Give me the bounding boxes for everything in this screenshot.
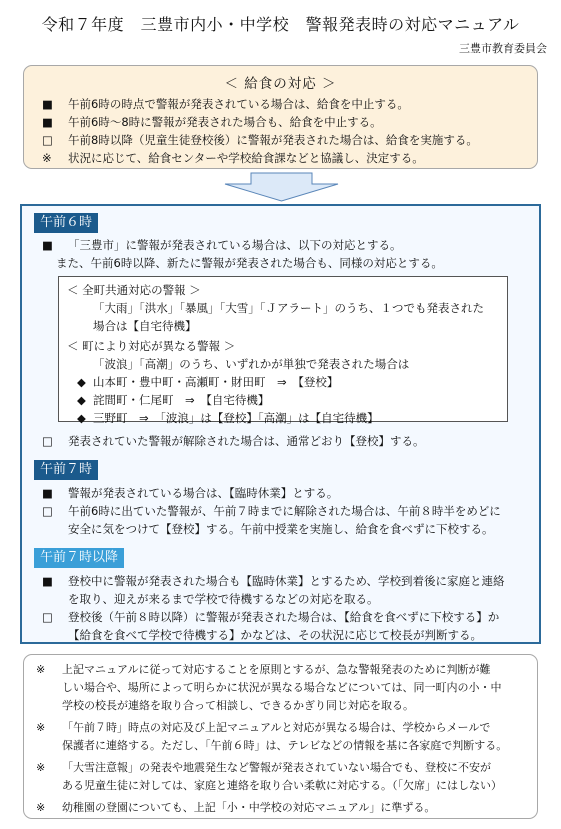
town-warning-text: 「波浪」「高潮」のうち、いずれかが単独で発表された場合は xyxy=(93,357,410,371)
down-arrow-icon xyxy=(223,172,340,202)
town-row-text: 山本町・豊中町・高瀬町・財田町 ⇒ 【登校】 xyxy=(93,375,339,389)
note-mark-icon: ※ xyxy=(36,761,46,774)
section-7am-text: 安全に気をつけて【登校】する。午前中授業を実施し、給食を食べずに下校する。 xyxy=(68,522,494,536)
note-item xyxy=(36,661,507,679)
lunch-item xyxy=(42,113,478,131)
note-text: 「大雪注意報」の発表や地震発生など警報が発表されていない場合でも、登校に不安が xyxy=(62,761,491,774)
lunch-item-text: 状況に応じて、給食センターや学校給食課などと協議し、決定する。 xyxy=(68,151,424,165)
section-6am-line: また、午前6時以降、新たに警報が発表された場合も、同様の対応とする。 xyxy=(56,256,443,270)
section-7am-text: 午前6時に出ていた警報が、午前７時までに解除された場合は、午前８時半をめどに xyxy=(68,504,501,518)
lunch-item xyxy=(42,131,478,149)
section-6am-line: 「三豊市」に警報が発表されている場合は、以下の対応とする。 xyxy=(68,238,402,252)
note-mark-icon: ※ xyxy=(36,663,46,676)
lunch-item-text: 午前6時～8時に警報が発表された場合も、給食を中止する。 xyxy=(68,115,382,129)
lunch-heading: ＜ 給食の対応 ＞ xyxy=(224,76,337,92)
notes-box xyxy=(23,654,538,819)
bullet-square-filled-icon: ■ xyxy=(42,486,53,500)
section-after-7am-text: 【給食を食べて学校で待機する】かなどは、その状況に応じて校長が判断する。 xyxy=(68,628,482,642)
note-text: 幼稚園の登園についても、上記「小・中学校の対応マニュアル」に準ずる。 xyxy=(62,801,436,814)
warning-detail-box xyxy=(58,276,508,425)
section-header-after-7am: 午前７時以降 xyxy=(34,548,124,568)
town-row-text: 詫間町・仁尾町 ⇒ 【自宅待機】 xyxy=(93,393,270,407)
note-text: 学校の校長が連絡を取り合って相談し、できるかぎり同じ対応を取る。 xyxy=(62,699,414,712)
common-warning-block xyxy=(67,281,484,335)
lunch-item xyxy=(42,149,478,167)
bullet-square-open-icon: □ xyxy=(42,133,53,147)
organization-name: 三豊市教育委員会 xyxy=(459,42,547,55)
note-mark-icon: ※ xyxy=(36,721,46,734)
common-warning-text: 場合は【自宅待機】 xyxy=(93,319,197,333)
diamond-bullet-icon: ◆ xyxy=(77,411,86,425)
common-warning-heading: ＜ 全町共通対応の警報 ＞ xyxy=(67,283,201,297)
diamond-bullet-icon: ◆ xyxy=(77,375,86,389)
warning-cleared xyxy=(42,432,425,450)
town-row xyxy=(67,391,409,409)
notes-list xyxy=(36,661,507,817)
section-7am-list xyxy=(42,484,501,538)
lunch-item xyxy=(42,95,478,113)
bullet-square-filled-icon: ■ xyxy=(42,574,53,588)
warning-cleared-text: 発表されていた警報が解除された場合は、通常どおり【登校】する。 xyxy=(68,434,425,448)
town-row-text: 三野町 ⇒ 「波浪」は【登校】「高潮」は【自宅待機】 xyxy=(93,411,379,425)
section-after-7am-text: 登校中に警報が発表された場合も【臨時休業】とするため、学校到着後に家庭と連絡 xyxy=(68,574,505,588)
note-item xyxy=(36,799,507,817)
note-text: 「午前７時」時点の対応及び上記マニュアルと対応が異なる場合は、学校からメールで xyxy=(62,721,491,734)
procedure-box xyxy=(20,204,541,644)
bullet-square-open-icon: □ xyxy=(42,434,53,448)
section-7am-text: 警報が発表されている場合は、【臨時休業】とする。 xyxy=(68,486,339,500)
bullet-square-filled-icon: ■ xyxy=(42,115,53,129)
lunch-item-text: 午前8時以降（児童生徒登校後）に警報が発表された場合は、給食を実施する。 xyxy=(68,133,478,147)
lunch-list xyxy=(42,95,478,167)
bullet-square-filled-icon: ■ xyxy=(42,238,53,252)
town-warning-heading: ＜ 町により対応が異なる警報 ＞ xyxy=(67,339,236,353)
diamond-bullet-icon: ◆ xyxy=(77,393,86,407)
note-text: 保護者に連絡する。ただし、「午前６時」は、テレビなどの情報を基に各家庭で判断する。 xyxy=(62,739,508,752)
bullet-square-filled-icon: ■ xyxy=(42,97,53,111)
note-mark-icon: ※ xyxy=(36,801,46,814)
section-after-7am-list xyxy=(42,572,505,644)
page-title: 令和７年度 三豊市内小・中学校 警報発表時の対応マニュアル xyxy=(41,15,520,34)
note-text: 上記マニュアルに従って対応することを原則とするが、急な警報発表のために判断が難 xyxy=(62,663,491,676)
town-row xyxy=(67,373,409,391)
note-mark-icon: ※ xyxy=(42,151,52,165)
note-text: ある児童生徒に対しては、家庭と連絡を取り合い柔軟に対応する。（「欠席」にはしない） xyxy=(62,779,502,792)
lunch-item-text: 午前6時の時点で警報が発表されている場合は、給食を中止する。 xyxy=(68,97,409,111)
bullet-square-open-icon: □ xyxy=(42,610,53,624)
section-after-7am-text: 登校後（午前８時以降）に警報が発表された場合は、【給食を食べずに下校する】か xyxy=(68,610,500,624)
town-warning-block xyxy=(67,337,409,427)
bullet-square-open-icon: □ xyxy=(42,504,53,518)
town-row xyxy=(67,409,409,427)
note-item xyxy=(36,759,507,777)
common-warning-text: 「大雨」「洪水」「暴風」「大雪」「Ｊアラート」のうち、１つでも発表された xyxy=(93,301,484,315)
section-header-7am: 午前７時 xyxy=(34,460,98,480)
note-text: しい場合や、場所によって明らかに状況が異なる場合などについては、同一町内の小・中 xyxy=(62,681,502,694)
lunch-policy-box xyxy=(23,65,538,169)
note-item xyxy=(36,719,507,737)
section-after-7am-text: を取り、迎えが来るまで学校で待機するなどの対応を取る。 xyxy=(68,592,379,606)
section-header-6am: 午前６時 xyxy=(34,213,98,233)
section-6am-intro xyxy=(42,236,443,272)
